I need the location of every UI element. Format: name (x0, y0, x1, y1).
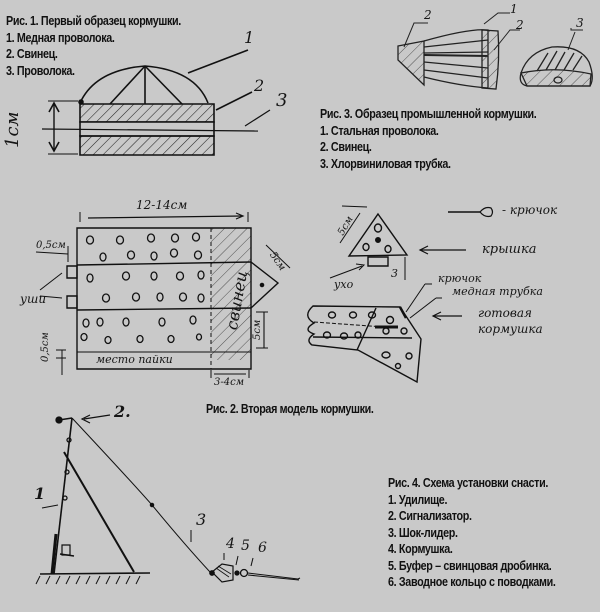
fig1-item-3: 3. Проволока. (6, 63, 75, 78)
fig1-caption (6, 13, 181, 79)
fig4-item-5: 5. Буфер – свинцовая дробинка. (388, 558, 552, 573)
fig3-title: Рис. 3. Образец промышленной кормушки. (320, 107, 537, 121)
fig4-callout-5: 5 (241, 538, 250, 554)
fig4-item-6: 6. Заводное кольцо с поводками. (388, 575, 556, 589)
fig2-ready-label-2: кормушка (478, 322, 543, 336)
fig2-edge-label: 0,5см (36, 240, 66, 251)
fig3-item-3: 3. Хлорвиниловая трубка. (320, 156, 451, 171)
fig3-callout-1: 1 (510, 2, 518, 16)
fig4-caption (388, 475, 556, 591)
fig2-copper-tube-label: медная трубка (452, 285, 543, 298)
fig2-hook-label: крючок (438, 272, 482, 285)
fig4-callout-4: 4 (226, 536, 235, 552)
fig3-item-2: 2. Свинец. (320, 140, 372, 154)
fig2-lead-width-label: 3-4см (214, 377, 244, 388)
fig3-callout-3: 3 (576, 16, 584, 30)
fig2-ready-label-1: готовая (478, 306, 532, 320)
fig2-cap-side-label: 5см (336, 214, 356, 238)
fig4-drawing (36, 415, 300, 584)
fig2-tip-label: 5см (266, 250, 288, 273)
fig2-holes (81, 233, 204, 344)
fig4-callout-1: 1 (34, 484, 46, 503)
fig4-item-3: 3. Шок-лидер. (388, 525, 458, 540)
fig2-right-height-label: 5см (252, 319, 263, 340)
fig3-caption (320, 106, 536, 172)
fig2-title: Рис. 2. Вторая модель кормушки. (206, 402, 374, 416)
fig1-item-2: 2. Свинец. (6, 47, 58, 61)
fig3-callout-2b: 2 (516, 18, 524, 32)
fig3-callout-2a: 2 (424, 8, 432, 22)
fig3-drawing (398, 13, 592, 89)
fig1-title: Рис. 1. Первый образец кормушки. (6, 14, 181, 28)
fig2-ear-label: ухо (334, 278, 354, 291)
fig4-callout-6: 6 (258, 540, 267, 556)
fig4-title: Рис. 4. Схема установки снасти. (388, 476, 548, 490)
fig2-bottom-gap-label: 0,5см (40, 332, 51, 362)
fig1-item-1: 1. Медная проволока. (6, 30, 115, 45)
fig4-item-2: 2. Сигнализатор. (388, 509, 472, 523)
fig2-caption (206, 401, 374, 418)
fig4-item-4: 4. Кормушка. (388, 542, 453, 556)
fig2-lead-label: свинец (222, 269, 252, 332)
fig1-callout-2: 2 (254, 76, 265, 95)
fig1-dimension-label: 1см (2, 111, 23, 148)
fig2-hook-legend: - крючок (502, 203, 558, 217)
fig3-item-1: 1. Стальная проволока. (320, 123, 439, 138)
fig4-callout-3: 3 (196, 510, 207, 529)
fig2-width-label: 12-14см (136, 198, 188, 212)
fig2-ears-label: уши (20, 292, 47, 306)
fig2-solder-label: место пайки (96, 353, 173, 366)
fig2-cap-label: крышка (482, 242, 537, 257)
fig1-callout-3: 3 (276, 90, 288, 111)
fig4-item-1: 1. Удилище. (388, 492, 448, 507)
fig4-callout-2: 2. (114, 402, 131, 421)
fig1-callout-1: 1 (244, 28, 255, 47)
fig2-small-3-label: 3 (391, 267, 398, 280)
